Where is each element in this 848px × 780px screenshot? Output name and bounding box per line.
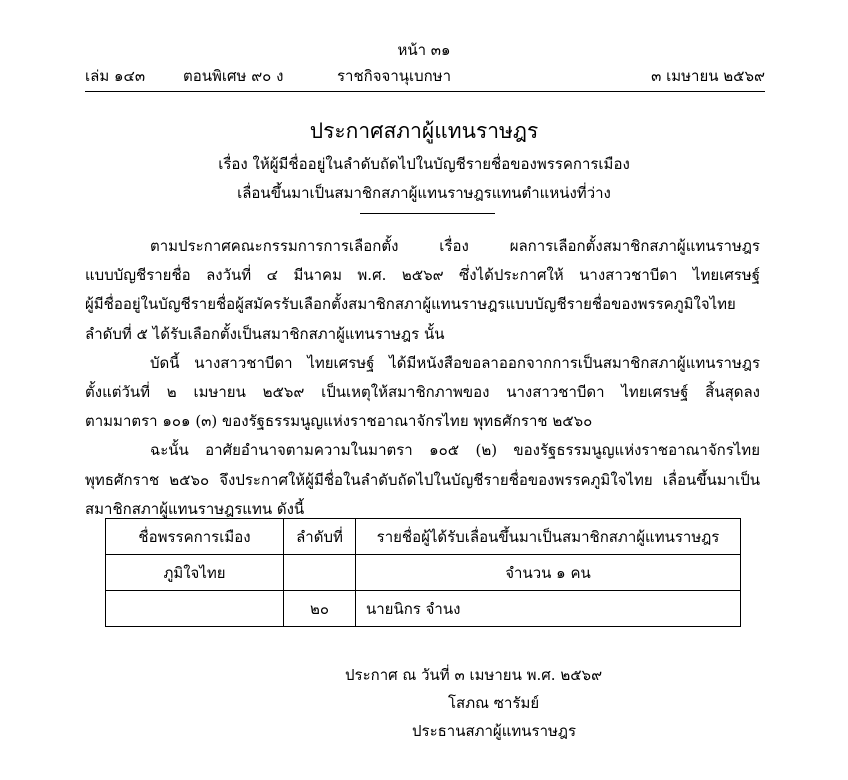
- table-header-row: [106, 519, 741, 555]
- replacement-table: [105, 518, 741, 627]
- announcement-date: ประกาศ ณ วันที่ ๓ เมษายน พ.ศ. ๒๕๖๙: [345, 666, 603, 684]
- volume-label: เล่ม ๑๔๓: [85, 67, 146, 85]
- table-cell: ๒๐: [284, 591, 356, 627]
- header-rule: [85, 91, 765, 92]
- subject-line: เลื่อนขึ้นมาเป็นสมาชิกสภาผู้แทนราษฎรแทนตำแหน่งที่ว่าง: [237, 184, 611, 202]
- publication-name: ราชกิจจานุเบกษา: [337, 67, 452, 85]
- body-line: บัดนี้ นางสาวชาบีดา ไทยเศรษฐ์ ได้มีหนังสือขอลาออกจากการเป็นสมาชิกสภาผู้แทนราษฎร: [150, 353, 760, 372]
- table-row: [106, 555, 741, 591]
- table-cell: จำนวน ๑ คน: [356, 555, 741, 591]
- body-line: ตามประกาศคณะกรรมการการเลือกตั้ง เรื่อง ผลการเลือกตั้งสมาชิกสภาผู้แทนราษฎร: [150, 237, 760, 255]
- body-line: ฉะนั้น อาศัยอำนาจตามความในมาตรา ๑๐๕ (๒) ของรัฐธรรมนูญแห่งราชอาณาจักรไทย: [150, 441, 760, 460]
- body-line: ตามมาตรา ๑๐๑ (๓) ของรัฐธรรมนูญแห่งราชอาณาจักรไทย พุทธศักราช ๒๕๖๐: [85, 412, 593, 431]
- body-line: ผู้มีชื่ออยู่ในบัญชีรายชื่อผู้สมัครรับเลือกตั้งสมาชิกสภาผู้แทนราษฎรแบบบัญชีรายชื่อของพรรคภูมิใจไทย: [85, 295, 736, 314]
- announcement-title: ประกาศสภาผู้แทนราษฎร: [309, 119, 539, 143]
- table-cell: ภูมิใจไทย: [106, 555, 284, 591]
- body-line: ลำดับที่ ๕ ได้รับเลือกตั้งเป็นสมาชิกสภาผู้แทนราษฎร นั้น: [85, 324, 445, 343]
- table-row: [106, 591, 741, 627]
- column-header-party: ชื่อพรรคการเมือง: [106, 519, 284, 555]
- header-date: ๓ เมษายน ๒๕๖๙: [651, 67, 765, 85]
- column-header-names: รายชื่อผู้ได้รับเลื่อนขึ้นมาเป็นสมาชิกสภาผู้แทนราษฎร: [356, 519, 741, 555]
- body-line: ตั้งแต่วันที่ ๒ เมษายน ๒๕๖๙ เป็นเหตุให้สมาชิกภาพของ นางสาวชาบีดา ไทยเศรษฐ์ สิ้นสุดลง: [85, 383, 760, 402]
- page-number: หน้า ๓๑: [397, 41, 451, 59]
- subject-line: เรื่อง ให้ผู้มีชื่ออยู่ในลำดับถัดไปในบัญชีรายชื่อของพรรคการเมือง: [218, 155, 630, 173]
- table-cell: [284, 555, 356, 591]
- body-line: แบบบัญชีรายชื่อ ลงวันที่ ๔ มีนาคม พ.ศ. ๒๕๖๙ ซึ่งได้ประกาศให้ นางสาวชาบีดา ไทยเศรษฐ์: [85, 266, 760, 285]
- body-line: พุทธศักราช ๒๕๖๐ จึงประกาศให้ผู้มีชื่อในลำดับถัดไปในบัญชีรายชื่อของพรรคภูมิใจไทย เลื่อนขึ้นมาเป็น: [85, 470, 760, 489]
- body-line: สมาชิกสภาผู้แทนราษฎรแทน ดังนี้: [85, 499, 305, 518]
- column-header-rank: ลำดับที่: [284, 519, 356, 555]
- table-cell: [106, 591, 284, 627]
- gazette-header: [85, 64, 765, 88]
- table-cell: นายนิกร จำนง: [356, 591, 741, 627]
- signer-position: ประธานสภาผู้แทนราษฎร: [412, 722, 577, 740]
- title-divider: [360, 213, 495, 214]
- announcement-subject: [0, 150, 848, 208]
- announcement-body: [85, 232, 760, 524]
- issue-label: ตอนพิเศษ ๙๐ ง: [183, 67, 284, 85]
- signer-name: โสภณ ซารัมย์: [448, 694, 540, 712]
